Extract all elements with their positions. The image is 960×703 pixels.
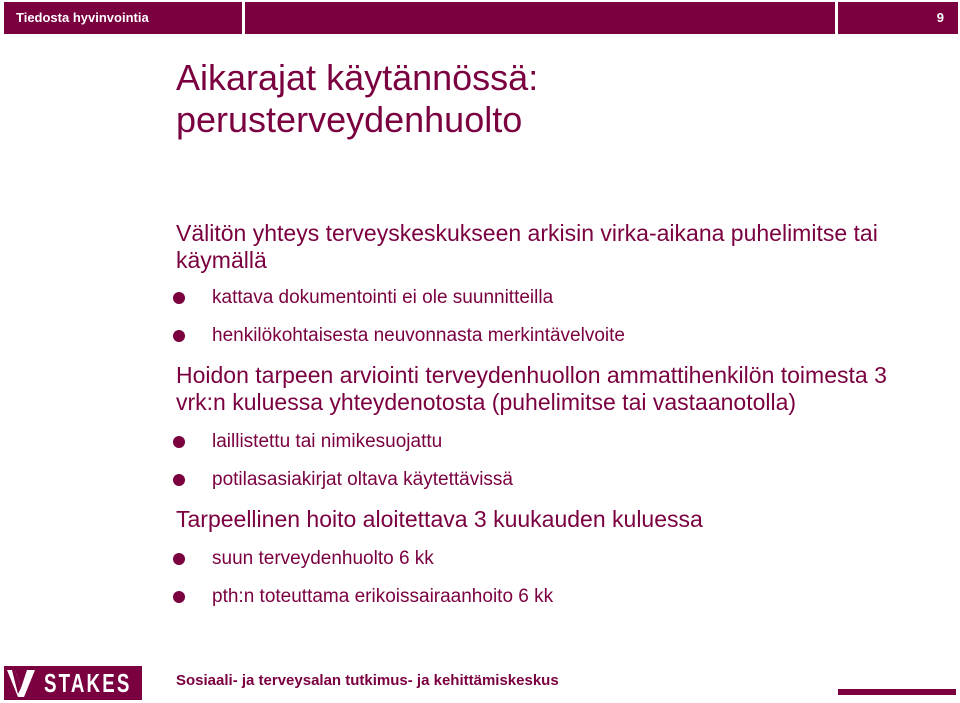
footer [0, 660, 960, 703]
bullet-text: pth:n toteuttama erikoissairaanhoito 6 kk [212, 586, 554, 607]
bullet-icon [173, 436, 185, 448]
header-bar-right-segment [838, 2, 958, 34]
footer-accent-bar [838, 689, 956, 695]
header-bar-left-segment [4, 2, 242, 34]
header-bar-middle-segment [245, 2, 835, 34]
header-title: Tiedosta hyvinvointia [16, 10, 149, 25]
slide-title [176, 57, 876, 141]
list-item [176, 324, 916, 348]
bullet-icon [173, 591, 185, 603]
slide-content [176, 220, 916, 623]
section-1-text: Välitön yhteys terveyskeskukseen arkisin virka-aikana puhelimitse tai käymällä [176, 220, 878, 273]
bullet-text: kattava dokumentointi ei ole suunnitteilla [212, 287, 554, 308]
section-3-bullets [176, 547, 916, 609]
section-1-bullets [176, 286, 916, 348]
footer-organization: Sosiaali- ja terveysalan tutkimus- ja kehittämiskeskus [176, 672, 559, 689]
list-item [176, 468, 916, 492]
bullet-icon [173, 553, 185, 565]
bullet-text: potilasasiakirjat oltava käytettävissä [212, 469, 513, 490]
slide-title-line-2: perusterveydenhuolto [176, 99, 523, 140]
logo-text: STAKES [44, 668, 132, 698]
bullet-icon [173, 474, 185, 486]
bullet-text: laillistettu tai nimikesuojattu [212, 431, 443, 452]
section-2-bullets [176, 430, 916, 492]
bullet-text: henkilökohtaisesta neuvonnasta merkintävelvoite [212, 325, 625, 346]
list-item [176, 286, 916, 310]
bullet-icon [173, 330, 185, 342]
list-item [176, 585, 916, 609]
header-bar [4, 2, 958, 34]
bullet-icon [173, 292, 185, 304]
page-number: 9 [936, 10, 944, 25]
list-item [176, 547, 916, 571]
section-3-text: Tarpeellinen hoito aloitettava 3 kuukauden kuluessa [176, 506, 703, 532]
bullet-text: suun terveydenhuolto 6 kk [212, 548, 434, 569]
list-item [176, 430, 916, 454]
stakes-logo-icon [4, 666, 38, 700]
stakes-logo [4, 666, 142, 700]
section-2-text: Hoidon tarpeen arviointi terveydenhuollon ammattihenkilön toimesta 3 vrk:n kuluessa yhteydenotosta (puhelimitse tai vastaanotolla) [176, 362, 887, 415]
slide-title-line-1: Aikarajat käytännössä: [176, 57, 539, 98]
